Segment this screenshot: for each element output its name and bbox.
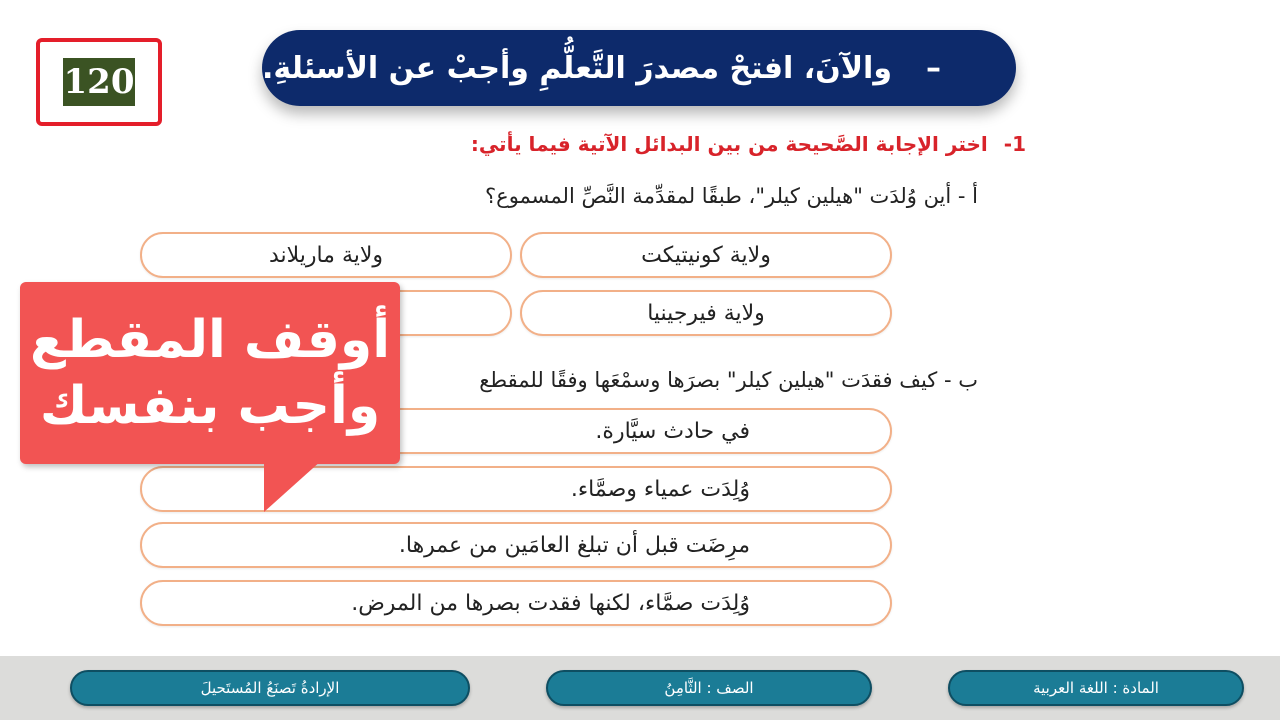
- header-banner: [262, 30, 1016, 106]
- pause-callout: [20, 282, 400, 464]
- page-number-frame: [36, 38, 162, 126]
- question-1-text: اختر الإجابة الصَّحيحة من بين البدائل الآتية فيما يأتي:: [470, 132, 988, 156]
- footer-grade: الصف : الثَّامِنُ: [546, 670, 872, 706]
- callout-line-1: أوقف المقطع: [29, 310, 391, 370]
- footer-motto: الإرادةُ تَصنَعُ المُستَحيلَ: [70, 670, 470, 706]
- option-b-4[interactable]: وُلِدَت صمَّاء، لكنها فقدت بصرها من المرض.: [140, 580, 892, 626]
- option-a-1[interactable]: ولاية كونيتيكت: [520, 232, 892, 278]
- option-b-3[interactable]: مرِضَت قبل أن تبلغ العامَين من عمرها.: [140, 522, 892, 568]
- callout-line-2: وأجب بنفسك: [39, 376, 381, 436]
- footer-subject: المادة : اللغة العربية: [948, 670, 1244, 706]
- question-b-text: ب - كيف فقدَت "هيلين كيلر" بصرَها وسمْعَها وفقًا للمقطع: [479, 368, 978, 392]
- question-a-text: أ - أين وُلدَت "هيلين كيلر"، طبقًا لمقدِّمة النَّصِّ المسموع؟: [485, 184, 978, 208]
- header-title: والآنَ، افتحْ مصدرَ التَّعلُّمِ وأجبْ عن الأسئلةِ.: [262, 50, 892, 86]
- option-b-2[interactable]: وُلِدَت عمياء وصمَّاء.: [140, 466, 892, 512]
- callout-tail: [264, 460, 322, 512]
- question-1: [471, 132, 1026, 156]
- header-dash: –: [925, 50, 941, 86]
- option-b-1[interactable]: في حادث سيَّارة.: [140, 408, 892, 454]
- question-1-number: 1-: [1003, 132, 1026, 156]
- option-a-3[interactable]: ولاية فيرجينيا: [520, 290, 892, 336]
- page-number: 120: [63, 58, 135, 106]
- option-a-2[interactable]: ولاية ماريلاند: [140, 232, 512, 278]
